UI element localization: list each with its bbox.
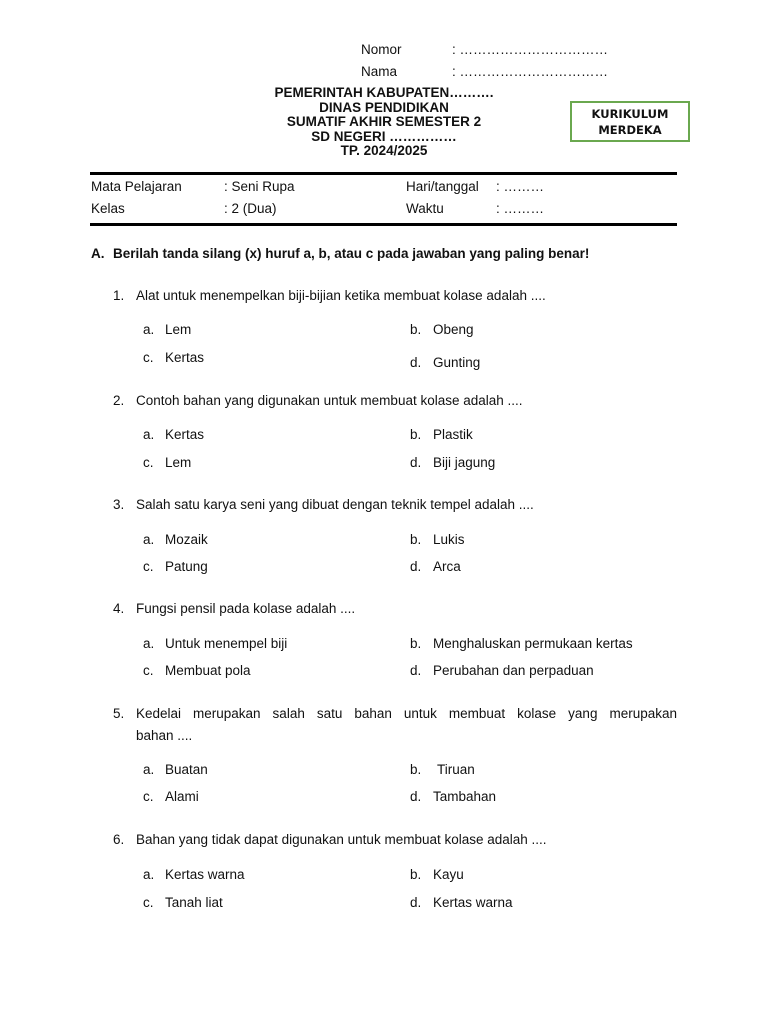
option-text: Plastik [433,427,473,442]
option-letter-a: a. [143,532,155,547]
option-letter-b: b. [410,322,422,337]
question-number: 1. [113,288,125,303]
option-text: Alami [165,789,199,804]
option-text: Buatan [165,762,208,777]
option-text: Gunting [433,355,481,370]
class-label: Kelas [91,201,125,216]
option-letter-d: d. [410,559,422,574]
option-text: Mozaik [165,532,208,547]
option-letter-b: b. [410,532,422,547]
option-text: Patung [165,559,208,574]
header-line-department: DINAS PENDIDIKAN [319,99,449,115]
option-letter-b: b. [410,636,422,651]
header-line-year: TP. 2024/2025 [340,143,428,158]
nama-value: : …………………………… [452,64,609,79]
option-text: Untuk menempel biji [165,636,288,651]
header-line-government: PEMERINTAH KABUPATEN………. [274,85,494,100]
date-value: : ……… [496,179,545,194]
option-text: Arca [433,559,461,574]
option-letter-d: d. [410,789,422,804]
question-text: Bahan yang tidak dapat digunakan untuk membuat kolase adalah .... [136,832,547,847]
option-letter-d: d. [410,355,422,370]
option-letter-a: a. [143,322,155,337]
option-text: Kertas warna [433,895,513,910]
option-letter-a: a. [143,427,155,442]
option-text: Membuat pola [165,663,251,678]
option-text: Tiruan [437,762,475,777]
option-text: Kertas [165,350,205,365]
question-text: Kedelai merupakan salah satu bahan untuk membuat kolase yang merupakan [136,706,677,721]
option-letter-a: a. [143,867,155,882]
subject-value: : Seni Rupa [224,179,295,194]
question-text: Contoh bahan yang digunakan untuk membuat kolase adalah .... [136,393,523,408]
option-text: Kertas [165,427,205,442]
option-letter-c: c. [143,789,154,804]
option-text: Kayu [433,867,464,882]
badge-line-1: KURIKULUM [591,106,669,121]
option-letter-a: a. [143,762,155,777]
option-text: Lukis [433,532,465,547]
class-value: : 2 (Dua) [224,201,277,216]
question-text-continued: bahan .... [136,728,193,743]
option-letter-d: d. [410,663,422,678]
option-letter-b: b. [410,867,422,882]
option-text: Tanah liat [165,895,223,910]
header-line-exam-title: SUMATIF AKHIR SEMESTER 2 [286,114,482,129]
header-line-school: SD NEGERI …………… [311,128,457,144]
question-number: 2. [113,393,125,408]
option-letter-c: c. [143,350,154,365]
time-label: Waktu [406,201,444,216]
question-number: 3. [113,497,125,512]
badge-line-2: MERDEKA [598,122,662,137]
option-letter-c: c. [143,663,154,678]
option-text: Obeng [433,322,474,337]
option-letter-b: b. [410,427,422,442]
option-text: Menghaluskan permukaan kertas [433,636,633,651]
option-text: Biji jagung [433,455,496,470]
time-value: : ……… [496,201,545,216]
option-text: Perubahan dan perpaduan [433,663,594,678]
section-instruction: Berilah tanda silang (x) huruf a, b, atau c pada jawaban yang paling benar! [113,246,590,261]
question-number: 6. [113,832,125,847]
info-top-rule [90,172,677,175]
question-text: Alat untuk menempelkan biji-bijian ketika membuat kolase adalah .... [136,288,546,303]
info-bottom-rule [90,223,677,226]
question-number: 4. [113,601,125,616]
nomor-label: Nomor [361,42,402,57]
option-letter-d: d. [410,895,422,910]
nomor-value: : …………………………… [452,42,609,57]
option-letter-c: c. [143,559,154,574]
option-text: Lem [165,322,192,337]
exam-header [234,86,534,159]
option-letter-a: a. [143,636,155,651]
section-marker: A. [91,246,105,261]
option-text: Kertas warna [165,867,245,882]
option-letter-c: c. [143,455,154,470]
curriculum-badge [570,101,690,142]
option-text: Tambahan [433,789,497,804]
option-text: Lem [165,455,192,470]
question-text: Salah satu karya seni yang dibuat dengan teknik tempel adalah .... [136,497,534,512]
question-number: 5. [113,706,125,721]
nama-label: Nama [361,64,398,79]
option-letter-b: b. [410,762,422,777]
date-label: Hari/tanggal [406,179,479,194]
question-text: Fungsi pensil pada kolase adalah .... [136,601,356,616]
subject-label: Mata Pelajaran [91,179,182,194]
option-letter-d: d. [410,455,422,470]
option-letter-c: c. [143,895,154,910]
